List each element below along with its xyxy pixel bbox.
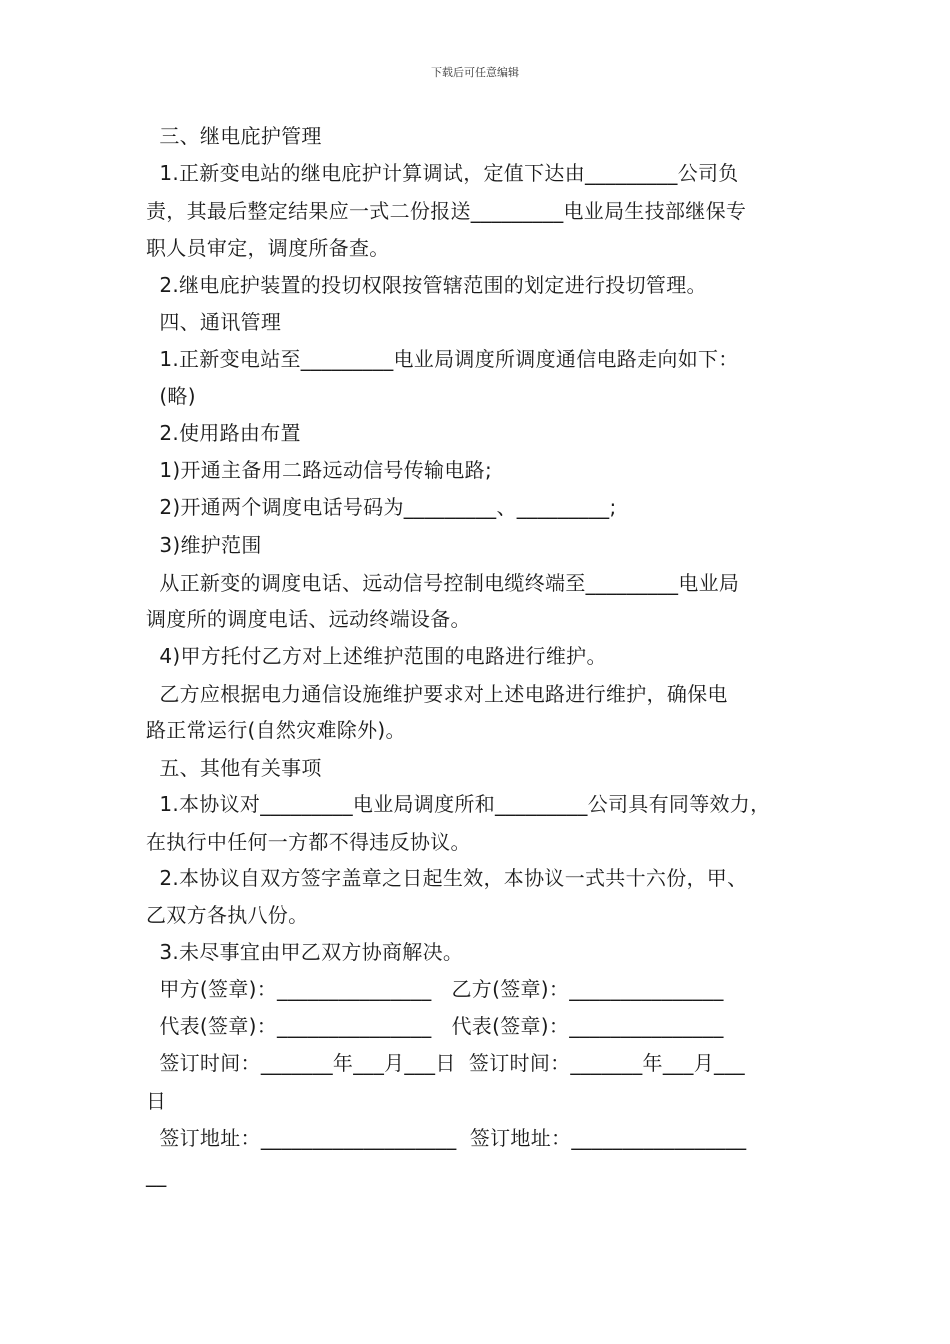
paragraph-line: 1.正新变电站的继电庇护计算调试，定值下达由_________公司负 <box>146 161 739 185</box>
paragraph-line: 乙双方各执八份。 <box>146 903 309 927</box>
signing-address-line: 签订地址：___________________ 签订地址：_________________ <box>146 1126 747 1150</box>
paragraph-line: 从正新变的调度电话、远动信号控制电缆终端至_________电业局 <box>146 571 740 595</box>
page-header: 下载后可任意编辑 <box>431 66 519 79</box>
paragraph-line: 2.本协议自双方签字盖章之日起生效，本协议一式共十六份，甲、 <box>146 866 748 890</box>
signing-date-line: 签订时间：_______年___月___日 签订时间：_______年___月___ <box>146 1051 745 1075</box>
signature-representative-line: 代表(签章)：_______________ 代表(签章)：_______________ <box>146 1014 724 1038</box>
paragraph-line: 责，其最后整定结果应一式二份报送_________电业局生技部继保专 <box>146 199 747 223</box>
signing-address-line-cont: __ <box>146 1163 167 1187</box>
paragraph-line: 路正常运行(自然灾难除外)。 <box>146 718 406 742</box>
paragraph-line: (略) <box>146 384 196 408</box>
paragraph-line: 职人员审定，调度所备查。 <box>146 236 390 260</box>
paragraph-line: 1)开通主备用二路远动信号传输电路; <box>146 458 492 482</box>
paragraph-line: 1.正新变电站至_________电业局调度所调度通信电路走向如下： <box>146 347 739 371</box>
paragraph-line: 2.继电庇护装置的投切权限按管辖范围的划定进行投切管理。 <box>146 273 707 297</box>
signing-date-line-cont: 日 <box>146 1089 167 1113</box>
paragraph-line: 2)开通两个调度电话号码为_________、_________; <box>146 495 617 519</box>
paragraph-line: 3)维护范围 <box>146 533 262 557</box>
paragraph-line: 在执行中任何一方都不得违反协议。 <box>146 830 471 854</box>
paragraph-line: 2.使用路由布置 <box>146 421 301 445</box>
section-heading-relay: 三、继电庇护管理 <box>146 124 322 148</box>
section-heading-comm: 四、通讯管理 <box>146 310 282 334</box>
paragraph-line: 3.未尽事宜由甲乙双方协商解决。 <box>146 940 464 964</box>
paragraph-line: 4)甲方托付乙方对上述维护范围的电路进行维护。 <box>146 644 607 668</box>
section-heading-other: 五、其他有关事项 <box>146 756 322 780</box>
paragraph-line: 调度所的调度电话、远动终端设备。 <box>146 607 471 631</box>
signature-party-line: 甲方(签章)：_______________ 乙方(签章)：_______________ <box>146 977 724 1001</box>
paragraph-line: 1.本协议对_________电业局调度所和_________公司具有同等效力， <box>146 792 771 816</box>
paragraph-line: 乙方应根据电力通信设施维护要求对上述电路进行维护，确保电 <box>146 682 728 706</box>
